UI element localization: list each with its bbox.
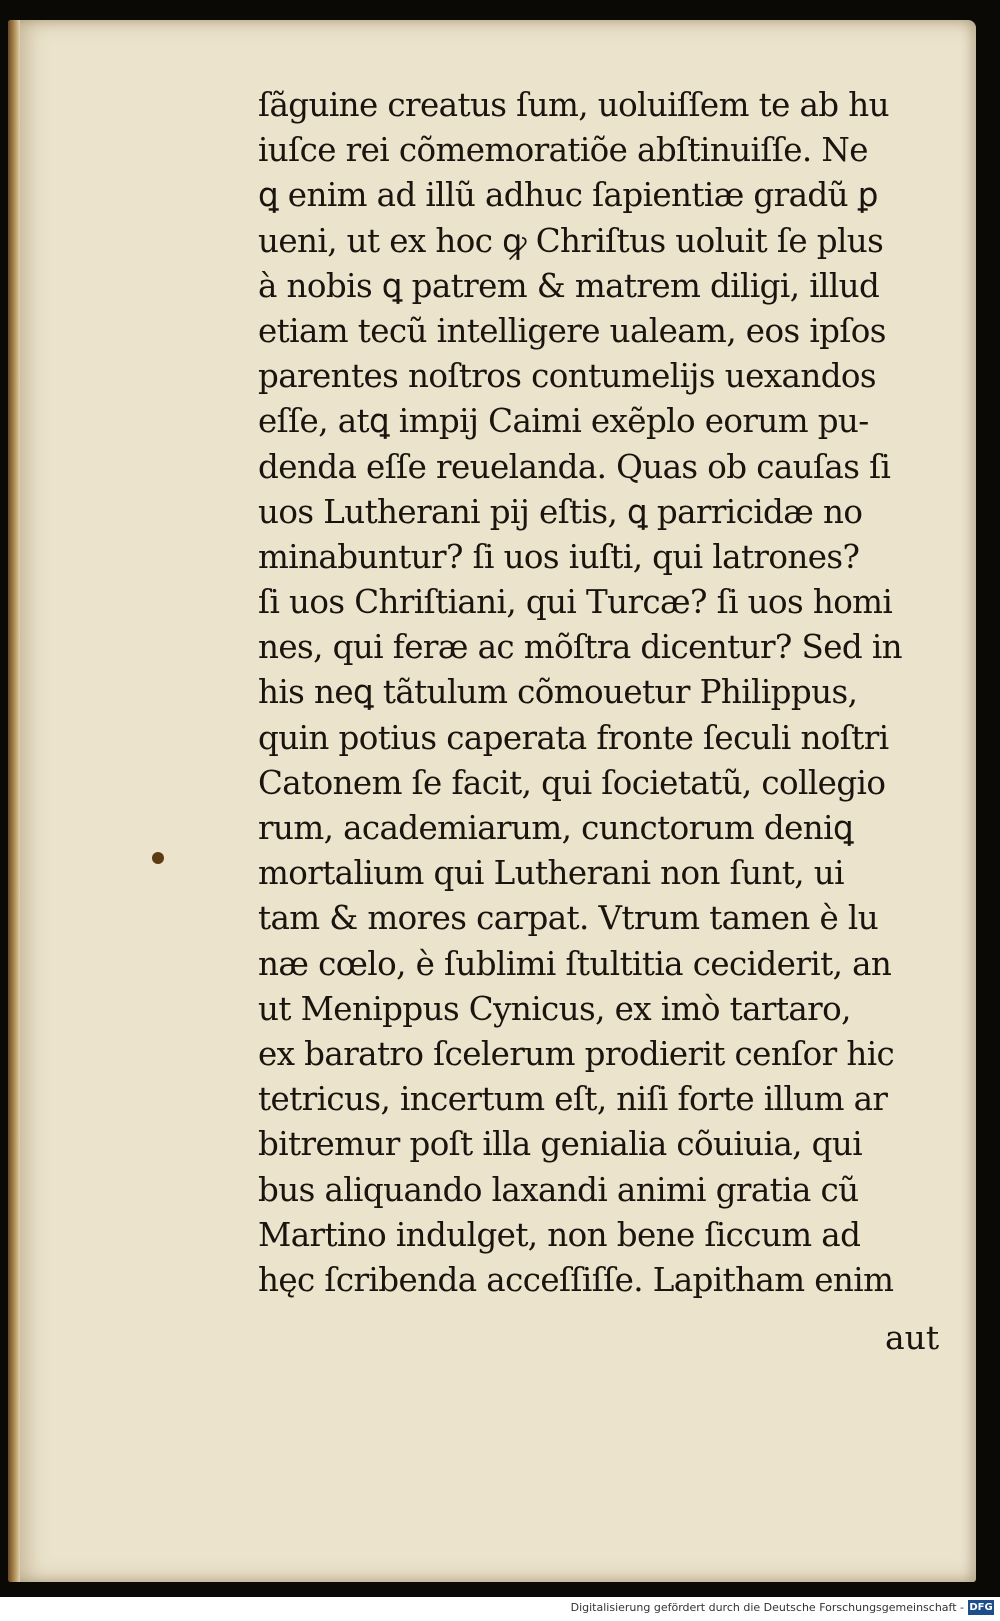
page-text — [258, 82, 958, 1302]
text-line: quin potius caperata fronte ſeculi noſtri — [258, 717, 889, 757]
text-line: hęc ſcribenda acceſſiſſe. Lapitham enim — [258, 1259, 894, 1299]
text-line: bitremur poſt illa genialia cõuiuia, qui — [258, 1124, 863, 1164]
text-line: tam & mores carpat. Vtrum tamen è lu — [258, 898, 879, 938]
text-line: ſi uos Chriſtiani, qui Turcæ? ſi uos homi — [258, 582, 893, 622]
text-line: eſſe, atꝗ impij Caimi exẽplo eorum pu‑ — [258, 401, 869, 441]
text-line: bus aliquando laxandi animi gratia cũ — [258, 1169, 859, 1209]
dfg-logo: DFG — [969, 1602, 993, 1613]
text-line: ex baratro ſcelerum prodierit cenſor hic — [258, 1033, 895, 1073]
text-line: uos Lutherani pij eſtis, ꝗ parricidæ no — [258, 491, 863, 531]
ink-spot — [152, 852, 164, 864]
text-line: minabuntur? ſi uos iuſti, qui latrones? — [258, 536, 860, 576]
text-line: parentes noſtros contumelijs uexandos — [258, 356, 877, 396]
page-spine-edge — [8, 20, 20, 1582]
catchword: aut — [885, 1318, 940, 1357]
text-line: Catonem ſe facit, qui ſocietatũ, collegio — [258, 762, 886, 802]
text-line: ueni, ut ex hoc ꝙ Chriſtus uoluit ſe plus — [258, 220, 884, 260]
text-line: iuſce rei cõmemoratiõe abſtinuiſſe. Ne — [258, 130, 868, 170]
text-line: denda eſſe reuelanda. Quas ob cauſas ſi — [258, 446, 891, 486]
text-line: næ cœlo, è ſublimi ſtultitia ceciderit, an — [258, 943, 892, 983]
text-line: ut Menippus Cynicus, ex imò tartaro, — [258, 988, 851, 1028]
text-line: nes, qui feræ ac mõſtra dicentur? Sed in — [258, 627, 903, 667]
footer-bar — [0, 1597, 1000, 1621]
text-line: mortalium qui Lutherani non ſunt, ui — [258, 853, 844, 893]
footer-credit: Digitalisierung gefördert durch die Deutsche Forschungsgemeinschaft - — [570, 1601, 964, 1614]
text-line: Martino indulget, non bene ſiccum ad — [258, 1214, 861, 1254]
text-line: tetricus, incertum eſt, niſi forte illum ar — [258, 1079, 888, 1119]
text-line: ꝗ enim ad illũ adhuc ſapientiæ gradũ ꝑ — [258, 175, 878, 215]
text-line: rum, academiarum, cunctorum deniꝗ — [258, 808, 854, 847]
text-line: his neꝗ tãtulum cõmouetur Philippus, — [258, 672, 858, 712]
text-line: etiam tecũ intelligere ualeam, eos ipſos — [258, 310, 886, 350]
text-line: à nobis ꝗ patrem & matrem diligi, illud — [258, 265, 880, 305]
text-line: ſãguine creatus ſum, uoluiſſem te ab hu — [258, 85, 889, 124]
